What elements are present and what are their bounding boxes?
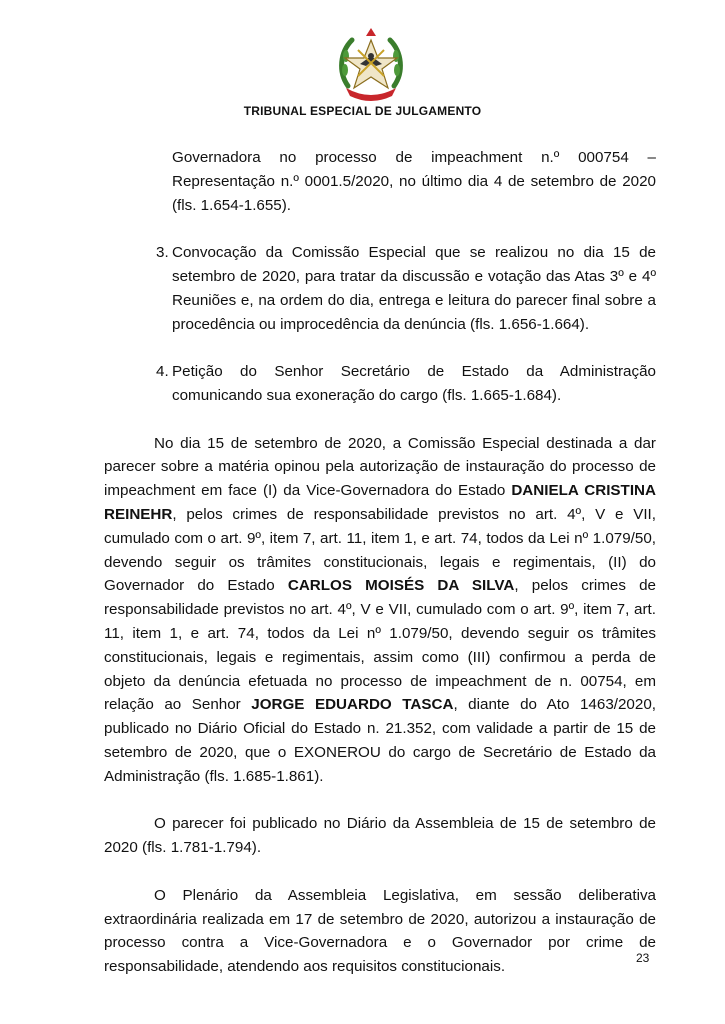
page-number: 23 — [636, 951, 650, 965]
court-name: TRIBUNAL ESPECIAL DE JULGAMENTO — [243, 104, 482, 118]
name-governor: CARLOS MOISÉS DA SILVA — [287, 577, 515, 595]
name-vice-governor: DANIELA CRISTINA REINEHR — [104, 482, 656, 523]
list-item-text: Petição do Senhor Secretário de Estado da Administração comunicando sua exoneração do cargo (fls. 1.665-1.684). — [172, 363, 656, 404]
list-item-3 — [104, 241, 656, 336]
list-number: 4. — [156, 363, 169, 381]
list-item-4 — [104, 360, 656, 408]
paragraph-publication: O parecer foi publicado no Diário da Assembleia de 15 de setembro de 2020 (fls. 1.781-1.794). — [104, 815, 656, 857]
paragraph-commission-opinion — [104, 432, 656, 789]
paragraph-plenary: O Plenário da Assembleia Legislativa, em sessão deliberativa extraordinária realizada em 17 de setembro de 2020, autorizou a instauração de processo contra a Vice-Governadora e o Governador por crime de responsabilidade, atendendo aos requisitos constitucionais. — [104, 886, 656, 976]
coat-of-arms-icon — [336, 26, 406, 104]
continued-paragraph: Governadora no processo de impeachment n.º 000754 – Representação n.º 0001.5/2020, no último dia 4 de setembro de 2020 (fls. 1.654-1.655). — [172, 149, 656, 214]
list-number: 3. — [156, 244, 169, 262]
document-body — [104, 146, 656, 979]
paragraph-text: , pelos crimes de responsabilidade previstos no art. 4º, V e VII, cumulado com o art. 9º, item 7, art. 11, item 1, e art. 74, todos da Lei nº 1.079/50, devendo seguir os trâmites constitucionais, legais e regimentais, assim como (III) confirmou a perda de objeto da denúncia efetuada no processo de impeachment de n. 00754, em relação ao Senhor — [104, 577, 656, 714]
list-item-text: Convocação da Comissão Especial que se realizou no dia 15 de setembro de 2020, para tratar da discussão e votação das Atas 3º e 4º Reuniões e, na ordem do dia, entrega e leitura do parecer final sobre a procedência ou improcedência da denúncia (fls. 1.656-1.664). — [172, 244, 656, 333]
paragraph-text: , pelos crimes de responsabilidade previstos no art. 4º, V e VII, cumulado com o art. 9º, item 7, art. 11, item 1, e art. 74, todos da Lei nº 1.079/50, devendo seguir os trâmites constitucionais, legais e regimentais, (II) do Governador do Estado — [104, 505, 656, 595]
paragraph-text: , diante do Ato 1463/2020, publicado no Diário Oficial do Estado n. 21.352, com validade a partir de 15 de setembro de 2020, que o EXONEROU do cargo de Secretário de Estado da Administração (fls. 1.685-1.861). — [104, 696, 656, 785]
paragraph-text: No dia 15 de setembro de 2020, a Comissão Especial destinada a dar parecer sobre a matéria opinou pela autorização de instauração do processo de impeachment em face (I) da Vice-Governadora do Estado — [104, 434, 656, 500]
name-secretary: JORGE EDUARDO TASCA — [251, 696, 454, 714]
